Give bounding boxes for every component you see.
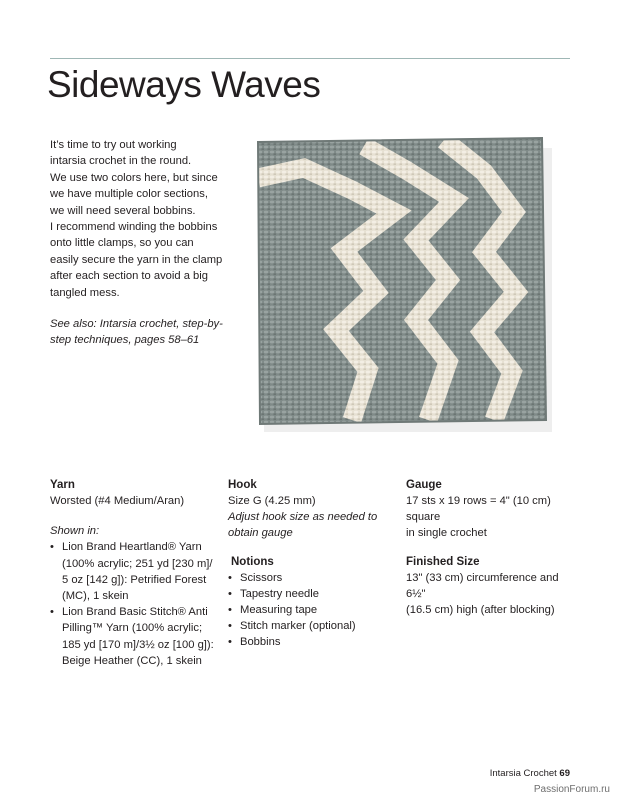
yarn-item: • Lion Brand Heartland® Yarn (100% acrylic; 251 yd [230 m]/ 5 oz [142 g]): Petrified Forest (MC), 1 skein bbox=[50, 539, 230, 604]
hook-section bbox=[228, 477, 388, 651]
top-rule bbox=[50, 58, 570, 59]
intro-line: intarsia crochet in the round. bbox=[50, 155, 192, 168]
finished-size-heading: Finished Size bbox=[406, 555, 480, 568]
notion-item: • Measuring tape bbox=[228, 602, 388, 618]
notions-list bbox=[228, 570, 388, 651]
notion-item: • Tapestry needle bbox=[228, 586, 388, 602]
intro-line: easily secure the yarn in the clamp bbox=[50, 253, 223, 266]
shown-in-label: Shown in: bbox=[50, 525, 100, 538]
see-also-line: step techniques, pages 58–61 bbox=[50, 334, 200, 347]
intro-line: after each section to avoid a big bbox=[50, 270, 208, 283]
notion-item: • Stitch marker (optional) bbox=[228, 618, 388, 634]
gauge-heading: Gauge bbox=[406, 479, 442, 491]
hook-size: Size G (4.25 mm) bbox=[228, 495, 316, 507]
book-title: Intarsia Crochet bbox=[489, 768, 557, 779]
yarn-item: • Lion Brand Basic Stitch® Anti Pilling™ Yarn (100% acrylic; 185 yd [170 m]/3½ oz [100 g]): Beige Heather (CC), 1 skein bbox=[50, 604, 230, 669]
gauge-section bbox=[406, 477, 576, 618]
intro-line: tangled mess. bbox=[50, 286, 120, 299]
yarn-heading: Yarn bbox=[50, 479, 75, 491]
hook-note: Adjust hook size as needed to bbox=[228, 511, 378, 524]
page-title: Sideways Waves bbox=[47, 64, 321, 105]
yarn-section bbox=[50, 477, 230, 669]
page-number: 69 bbox=[559, 768, 570, 779]
page-footer bbox=[490, 768, 570, 779]
hook-note: obtain gauge bbox=[228, 527, 293, 540]
crochet-swatch-photo bbox=[240, 120, 570, 450]
hook-heading: Hook bbox=[228, 479, 257, 491]
watermark: PassionForum.ru bbox=[533, 784, 610, 795]
finished-size-line: (16.5 cm) high (after blocking) bbox=[406, 604, 555, 617]
notion-item: • Scissors bbox=[228, 570, 388, 586]
yarn-weight: Worsted (#4 Medium/Aran) bbox=[50, 495, 185, 507]
intro-line: It’s time to try out working bbox=[50, 139, 177, 151]
intro-line: we will need several bobbins. bbox=[50, 204, 196, 217]
intro-line: we have multiple color sections, bbox=[50, 188, 208, 201]
intro-text bbox=[50, 137, 250, 301]
intro-line: We use two colors here, but since bbox=[50, 171, 218, 184]
gauge-line: 17 sts x 19 rows = 4" (10 cm) square bbox=[406, 495, 551, 524]
see-also-line: See also: Intarsia crochet, step-by- bbox=[50, 318, 223, 330]
notions-heading: Notions bbox=[231, 555, 274, 568]
intro-line: I recommend winding the bobbins bbox=[50, 221, 218, 234]
gauge-line: in single crochet bbox=[406, 527, 487, 540]
see-also-note bbox=[50, 316, 250, 349]
intro-line: onto little clamps, so you can bbox=[50, 237, 194, 250]
yarn-list bbox=[50, 539, 230, 669]
notion-item: • Bobbins bbox=[228, 634, 388, 650]
finished-size-line: 13" (33 cm) circumference and 6½" bbox=[406, 571, 559, 600]
